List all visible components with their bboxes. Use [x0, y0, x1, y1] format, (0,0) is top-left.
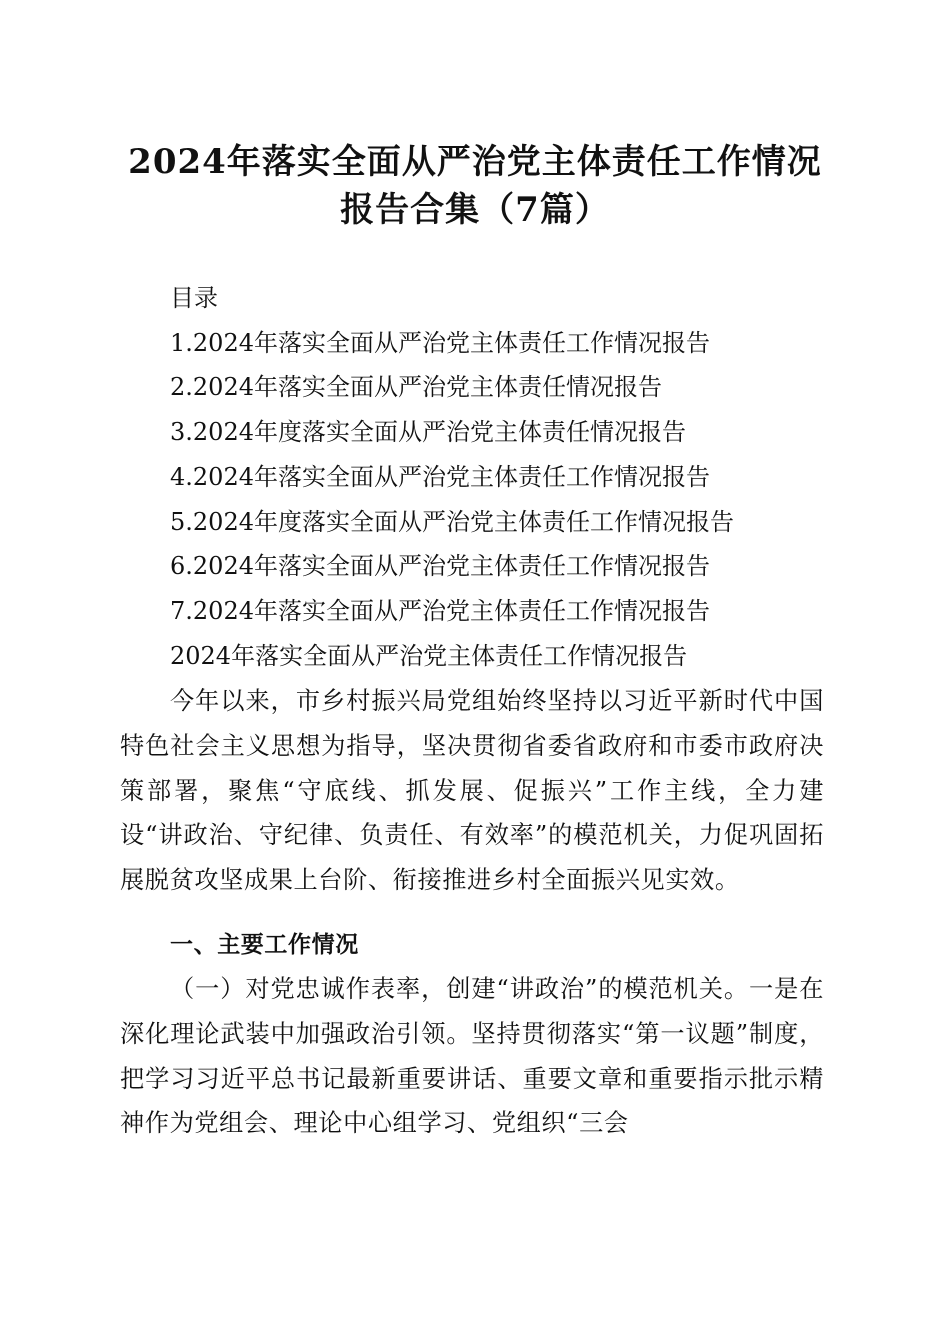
title-line-2: 报告合集（7篇） [340, 190, 610, 230]
toc-item: 2.2024年落实全面从严治党主体责任情况报告 [170, 373, 662, 402]
toc-item: 6.2024年落实全面从严治党主体责任工作情况报告 [170, 552, 710, 581]
toc-item: 3.2024年度落实全面从严治党主体责任情况报告 [170, 418, 686, 447]
toc-item: 4.2024年落实全面从严治党主体责任工作情况报告 [170, 462, 710, 491]
document-title [120, 138, 830, 234]
toc-item: 5.2024年度落实全面从严治党主体责任工作情况报告 [170, 507, 734, 536]
table-of-contents [170, 276, 850, 678]
toc-item: 7.2024年落实全面从严治党主体责任工作情况报告 [170, 596, 710, 625]
toc-item: 1.2024年落实全面从严治党主体责任工作情况报告 [170, 328, 710, 357]
toc-heading: 目录 [170, 284, 218, 312]
section-paragraph: （一）对党忠诚作表率，创建“讲政治”的模范机关。一是在深化理论武装中加强政治引领。坚持贯彻落实“第一议题”制度，把学习习近平总书记最新重要讲话、重要文章和重要指示批示精神作为党组会、理论中心组学习、党组织“三会 [120, 974, 824, 1138]
intro-paragraph: 今年以来，市乡村振兴局党组始终坚持以习近平新时代中国特色社会主义思想为指导，坚决贯彻省委省政府和市委市政府决策部署，聚焦“守底线、抓发展、促振兴”工作主线，全力建设“讲政治、守纪律、负责任、有效率”的模范机关，力促巩固拓展脱贫攻坚成果上台阶、衔接推进乡村全面振兴见实效。 [120, 687, 824, 895]
title-line-1: 2024年落实全面从严治党主体责任工作情况 [128, 142, 822, 182]
section-heading: 一、主要工作情况 [170, 931, 359, 958]
article-title: 2024年落实全面从严治党主体责任工作情况报告 [170, 641, 688, 670]
document-body [120, 679, 824, 1146]
